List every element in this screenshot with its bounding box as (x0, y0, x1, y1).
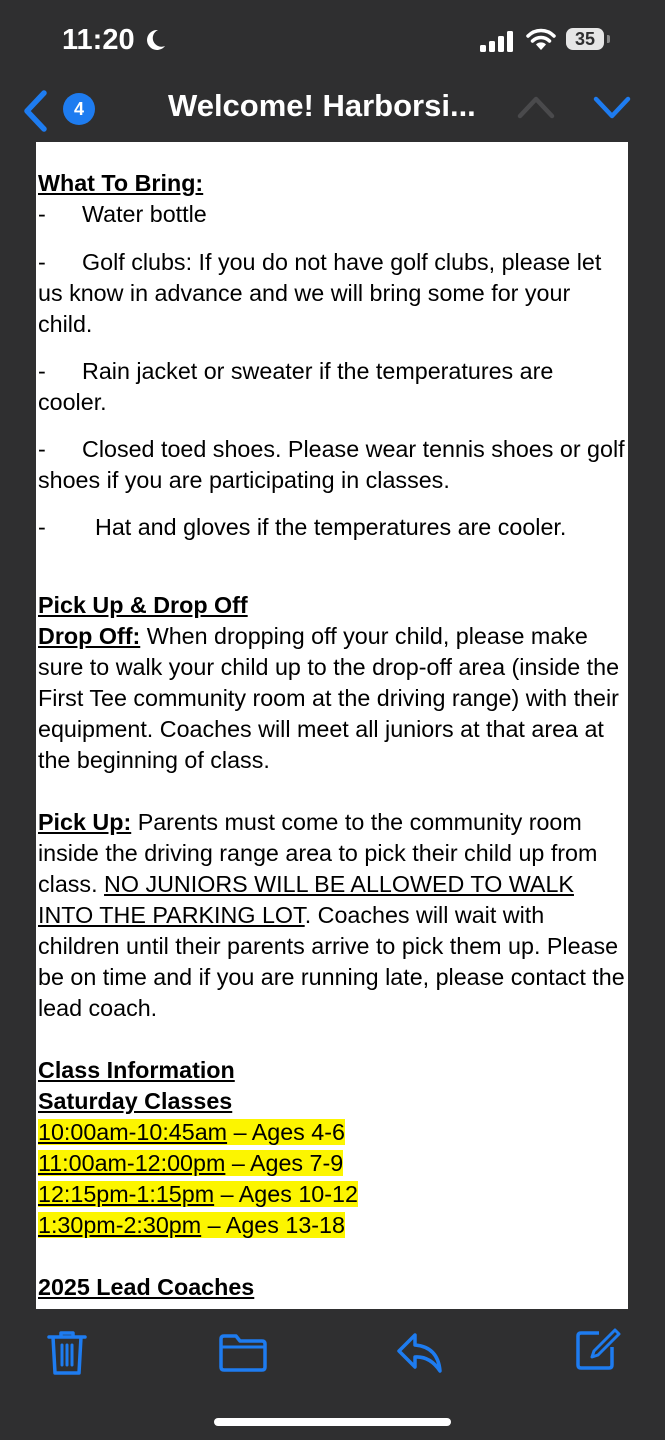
back-chevron-icon[interactable] (20, 88, 50, 134)
unread-count-badge[interactable]: 4 (63, 93, 95, 125)
status-bar (0, 0, 665, 80)
folder-icon[interactable] (218, 1333, 268, 1373)
list-item: - Golf clubs: If you do not have golf clubs, please let us know in advance and we will bring some for your child. (38, 249, 602, 337)
drop-off-paragraph: Drop Off: When dropping off your child, please make sure to walk your child up to the drop-off area (inside the First Tee community room at the driving range) with their equipment. Coaches will meet all juniors at that area at the beginning of class. (38, 623, 620, 773)
class-session: 11:00am-12:00pm – Ages 7-9 (38, 1150, 344, 1176)
previous-message-chevron-up-icon[interactable] (516, 94, 556, 120)
next-message-chevron-down-icon[interactable] (592, 94, 632, 120)
class-session: 10:00am-10:45am – Ages 4-6 (38, 1119, 345, 1145)
class-session: 1:30pm-2:30pm – Ages 13-18 (38, 1212, 345, 1238)
battery-tip (607, 35, 610, 43)
nav-title: Welcome! Harborsi... (168, 88, 476, 123)
nav-bar (0, 80, 665, 142)
compose-icon[interactable] (575, 1327, 621, 1371)
what-to-bring-heading: What To Bring: (38, 170, 204, 196)
reply-icon[interactable] (396, 1331, 444, 1375)
list-item: - Hat and gloves if the temperatures are cooler. (38, 514, 567, 540)
moon-icon (145, 28, 167, 52)
pick-up-paragraph: Pick Up: Parents must come to the community room inside the driving range area to pick their child up from class. NO JUNIORS WILL BE ALLOWED TO WALK INTO THE PARKING LOT. Coaches will wait with children until their parents arrive to pick them up. Please be on time and if you are running late, please contact the lead coach. (38, 809, 625, 1021)
battery-level: 35 (566, 28, 604, 50)
home-indicator[interactable] (214, 1418, 451, 1426)
list-item: - Closed toed shoes. Please wear tennis shoes or golf shoes if you are participating in classes. (38, 436, 625, 493)
cellular-signal-icon (480, 30, 514, 52)
class-information-heading: Class Information (38, 1057, 235, 1083)
email-body (36, 142, 628, 1309)
class-session: 12:15pm-1:15pm – Ages 10-12 (38, 1181, 358, 1207)
wifi-icon (526, 28, 556, 52)
status-time: 11:20 (62, 24, 135, 56)
trash-icon[interactable] (46, 1329, 88, 1377)
pickup-dropoff-heading: Pick Up & Drop Off (38, 592, 248, 618)
saturday-classes-heading: Saturday Classes (38, 1088, 233, 1114)
list-item: - Water bottle (38, 201, 207, 227)
list-item: - Rain jacket or sweater if the temperatures are cooler. (38, 358, 554, 415)
lead-coaches-heading: 2025 Lead Coaches (38, 1274, 255, 1300)
